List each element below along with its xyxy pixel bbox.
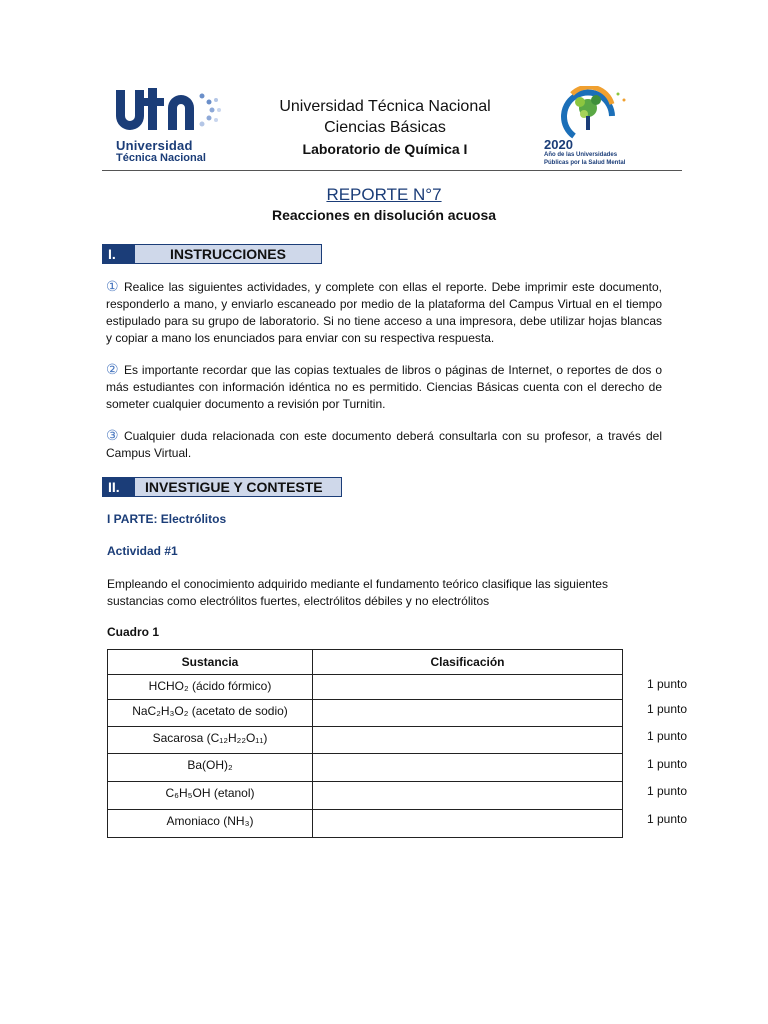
points-label: 1 punto	[647, 757, 688, 771]
section-number: I.	[102, 244, 134, 264]
report-title: REPORTE N°7	[326, 185, 442, 204]
table-row	[108, 700, 623, 727]
logo-2020-tagline-1: Año de las Universidades	[544, 152, 618, 158]
substance-cell: HCHO₂ (ácido fórmico)	[108, 675, 313, 700]
substance-cell: Ba(OH)₂	[108, 754, 313, 782]
table-row	[108, 810, 623, 838]
section-instructions-header	[102, 244, 322, 264]
part-heading: I PARTE: Electrólitos	[107, 512, 227, 526]
table-row	[108, 782, 623, 810]
classification-table	[107, 649, 623, 838]
classification-answer-cell[interactable]	[313, 675, 623, 700]
table-header-row	[108, 650, 623, 675]
number-2-icon: ②	[106, 361, 119, 377]
utn-logo	[112, 86, 224, 166]
table-row	[108, 675, 623, 700]
utn-logo-word2: Técnica Nacional	[116, 152, 206, 164]
instruction-text: Cualquier duda relacionada con este documento deberá consultarla con su profesor, a través del Campus Virtual.	[106, 429, 662, 460]
section-label: INSTRUCCIONES	[134, 244, 322, 264]
logo-2020-mark	[538, 86, 638, 142]
classification-answer-cell[interactable]	[313, 782, 623, 810]
substance-cell: Amoniaco (NH₃)	[108, 810, 313, 838]
header-university: Universidad Técnica Nacional	[279, 98, 491, 115]
table-row	[108, 727, 623, 754]
header-department: Ciencias Básicas	[324, 119, 446, 136]
section-number: II.	[102, 477, 134, 497]
activity-heading: Actividad #1	[107, 544, 178, 558]
logo-2020	[538, 86, 648, 172]
number-3-icon: ③	[106, 427, 119, 443]
header-divider	[102, 170, 682, 171]
points-label: 1 punto	[647, 812, 688, 826]
section-investigate-header	[102, 477, 342, 497]
substance-cell: NaC₂H₃O₂ (acetato de sodio)	[108, 700, 313, 727]
instruction-item	[106, 361, 662, 413]
section-label: INVESTIGUE Y CONTESTE	[134, 477, 342, 497]
classification-answer-cell[interactable]	[313, 754, 623, 782]
table-caption: Cuadro 1	[107, 625, 160, 639]
number-1-icon: ①	[106, 278, 119, 294]
logo-2020-year: 2020	[544, 137, 573, 152]
classification-answer-cell[interactable]	[313, 727, 623, 754]
classification-answer-cell[interactable]	[313, 810, 623, 838]
points-label: 1 punto	[647, 677, 688, 691]
table-row	[108, 754, 623, 782]
header-text	[230, 96, 540, 159]
points-label: 1 punto	[647, 729, 688, 743]
classification-answer-cell[interactable]	[313, 700, 623, 727]
utn-logo-mark	[112, 86, 224, 140]
col-header-classification: Clasificación	[313, 650, 623, 675]
substance-cell: Sacarosa (C₁₂H₂₂O₁₁)	[108, 727, 313, 754]
instruction-item	[106, 427, 662, 462]
substance-cell: C₆H₅OH (etanol)	[108, 782, 313, 810]
points-label: 1 punto	[647, 784, 688, 798]
activity-instructions: Empleando el conocimiento adquirido mediante el fundamento teórico clasifique las siguientes sustancias como electrólitos fuertes, electrólitos débiles y no electrólitos	[107, 577, 608, 608]
header-lab: Laboratorio de Química I	[302, 141, 468, 157]
instruction-item	[106, 278, 662, 347]
utn-logo-word1: Universidad	[116, 138, 193, 153]
points-label: 1 punto	[647, 702, 688, 716]
instruction-text: Es importante recordar que las copias textuales de libros o páginas de Internet, o reportes de dos o más estudiantes con información idéntica no es permitido. Ciencias Básicas cuenta con el derecho de someter cualquier documento a revisión por Turnitin.	[106, 363, 662, 411]
report-subtitle: Reacciones en disolución acuosa	[271, 207, 497, 223]
instruction-text: Realice las siguientes actividades, y complete con ellas el reporte. Debe imprimir este documento, responderlo a mano, y enviarlo escaneado por medio de la plataforma del Campus Virtual en el tiempo estipulado para su grupo de laboratorio. Si no tiene acceso a una impresora, debe utilizar hojas blancas y copiar a mano los enunciados para enviar con su respectiva respuesta.	[106, 280, 662, 345]
logo-2020-tagline-2: Públicas por la Salud Mental	[544, 160, 626, 166]
col-header-substance: Sustancia	[108, 650, 313, 675]
